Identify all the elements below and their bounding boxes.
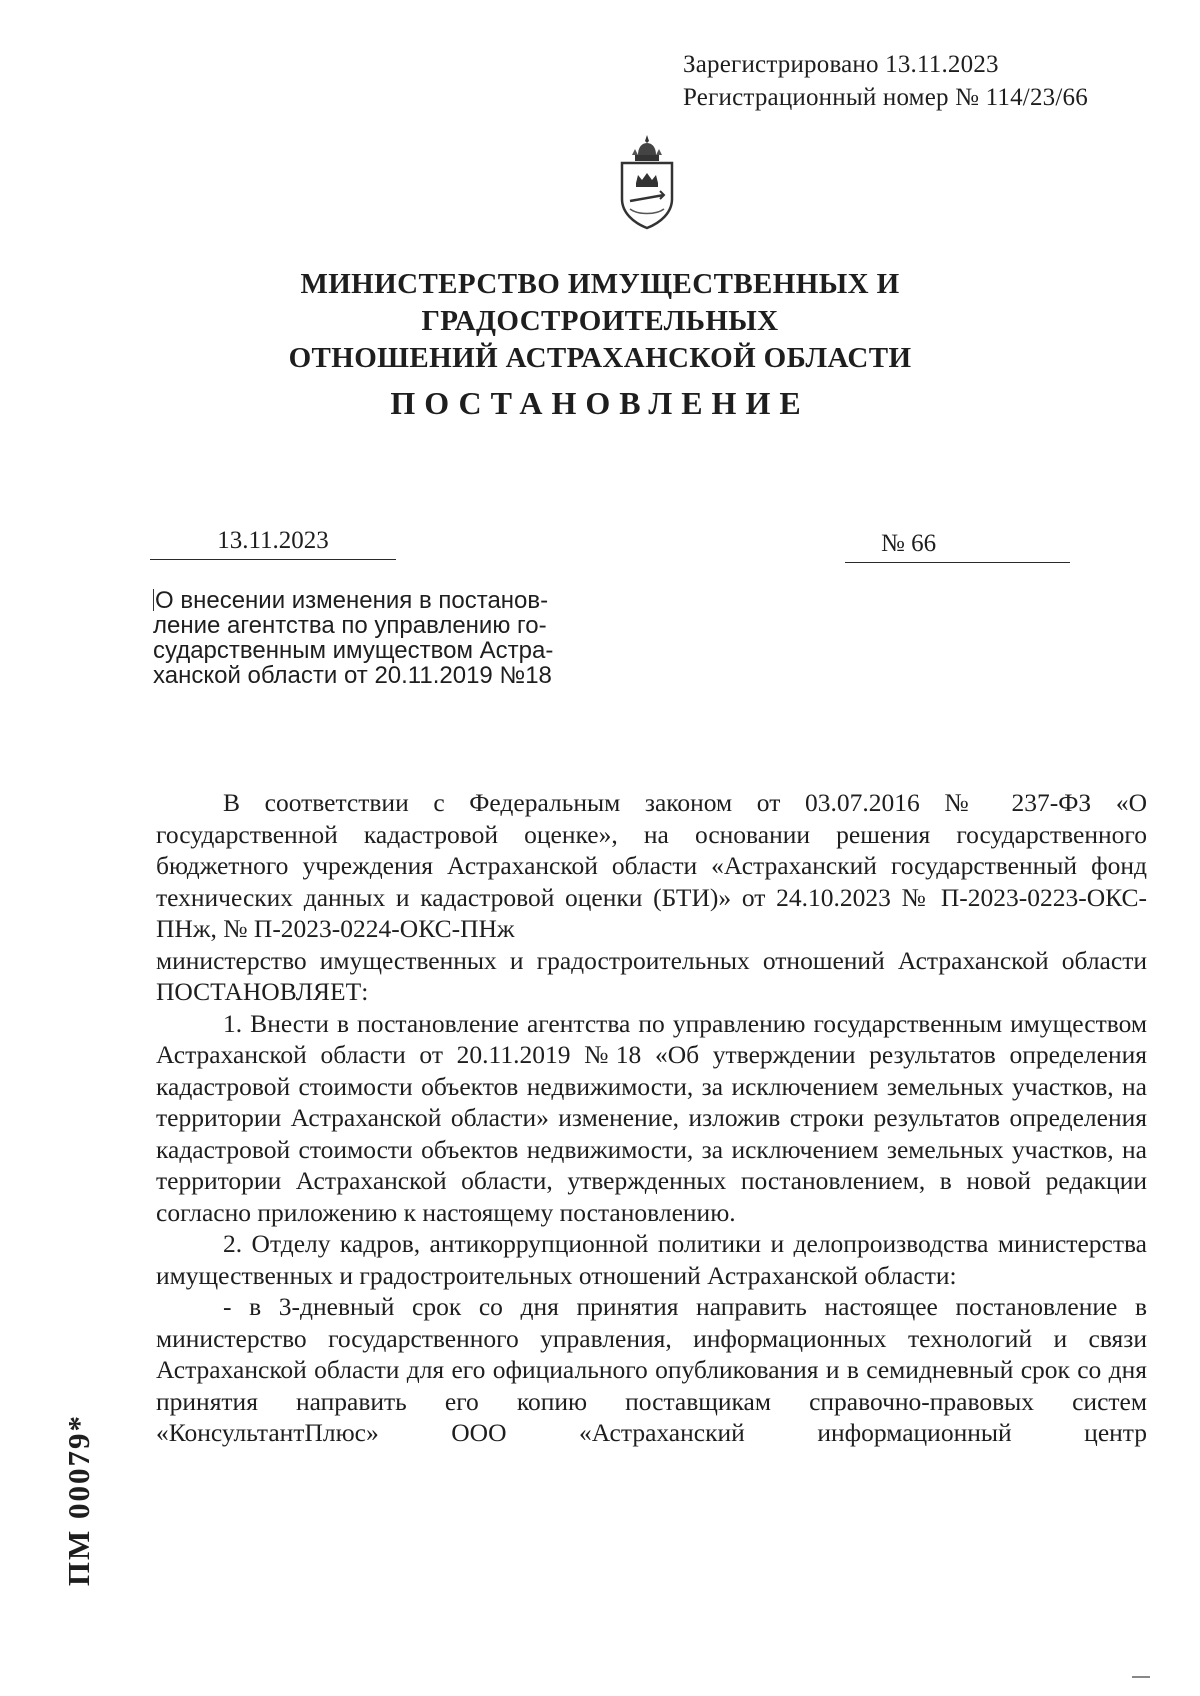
registration-number: Регистрационный номер № 114/23/66 [683,84,1088,111]
document-body [156,787,1147,1449]
document-type-heading: ПОСТАНОВЛЕНИЕ [390,385,810,421]
subject-line2: ление агентства по управлению го- [153,612,547,639]
document-number [845,529,1070,563]
registration-date: Зарегистрировано 13.11.2023 [683,51,999,78]
astrakhan-coat-of-arms-icon [616,133,678,231]
item-2-subparagraph: - в 3-дневный срок со дня принятия направить настоящее постановление в министерство государственного управления, информационных технологий и связи Астраханской области для его официального опубликования и в семидневный срок со дня принятия направить его копию поставщикам справочно-правовых систем «КонсультантПлюс» ООО «Астраханский информационный центр [156,1292,1147,1447]
document-date: 13.11.2023 [150,526,396,560]
subject-line1: О внесении изменения в постанов- [153,588,593,613]
ministry-title [120,266,1080,377]
scan-edge-mark [1132,1676,1150,1678]
subject-line4: ханской области от 20.11.2019 №18 [153,662,552,689]
side-stamp-text: ПМ 00079* [61,1413,96,1587]
ministry-title-line2: ОТНОШЕНИЙ АСТРАХАНСКОЙ ОБЛАСТИ [288,342,912,374]
document-number-text: № 66 [881,530,937,557]
registration-stamp [683,48,1088,114]
side-stamp [62,1375,96,1625]
preamble-paragraph: В соответствии с Федеральным законом от 03.07.2016 № 237-ФЗ «О государственной кадастровой оценке», на основании решения государственного бюджетного учреждения Астраханской области «Астраханский государственный фонд технических данных и кадастровой оценки (БТИ)» от 24.10.2023 № П-2023-0223-ОКС-ПНж, № П-2023-0224-ОКС-ПНж [156,788,1147,943]
ministry-title-line1: МИНИСТЕРСТВО ИМУЩЕСТВЕННЫХ И ГРАДОСТРОИТЕЛЬНЫХ [300,268,900,337]
item-1-paragraph: 1. Внести в постановление агентства по управлению государственным имуществом Астраханской области от 20.11.2019 №18 «Об утверждении результатов определения кадастровой стоимости объектов недвижимости, за исключением земельных участков, на территории Астраханской области» изменение, изложив строки результатов определения кадастровой стоимости объектов недвижимости, за исключением земельных участков, на территории Астраханской области, утвержденных постановлением, в новой редакции согласно приложению к настоящему постановлению. [156,1008,1147,1227]
document-subject [153,588,593,688]
resolves-paragraph: министерство имущественных и градостроительных отношений Астраханской области ПОСТАНОВЛЯЕТ: [156,945,1147,1006]
item-2-paragraph: 2. Отделу кадров, антикоррупционной политики и делопроизводства министерства имущественных и градостроительных отношений Астраханской области: [156,1229,1147,1290]
subject-line3: сударственным имуществом Астра- [153,637,554,664]
